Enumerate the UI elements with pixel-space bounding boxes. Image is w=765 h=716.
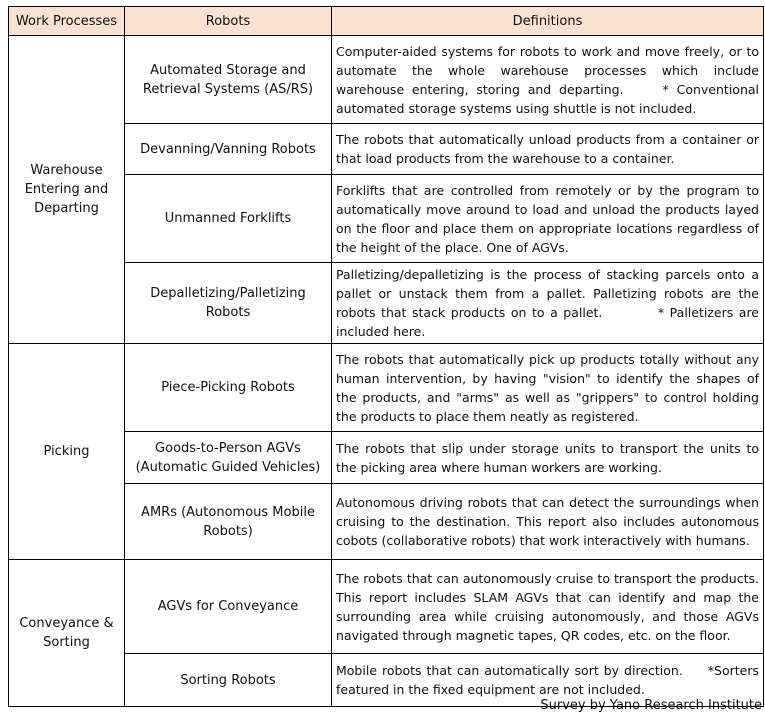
header-definitions: Definitions: [332, 7, 764, 36]
definition-cell: Mobile robots that can automatically sort by direction. *Sorters featured in the fixed equipment are not included.: [332, 654, 764, 707]
robot-cell: Unmanned Forklifts: [125, 175, 332, 263]
definition-cell: The robots that automatically unload products from a container or that load products from the warehouse to a container.: [332, 124, 764, 175]
process-cell: Warehouse Entering and Departing: [9, 36, 125, 344]
source-note: Survey by Yano Research Institute: [540, 698, 762, 713]
robot-cell: Sorting Robots: [125, 654, 332, 707]
robot-cell: Piece-Picking Robots: [125, 344, 332, 432]
process-cell: Picking: [9, 344, 125, 560]
robot-cell: Goods-to-Person AGVs (Automatic Guided Vehicles): [125, 432, 332, 484]
definition-cell: Palletizing/depalletizing is the process of stacking parcels onto a pallet or unstack them from a pallet. Palletizing robots are the robots that stack products on to a pallet. * Palletizers are included here.: [332, 263, 764, 344]
header-robots: Robots: [125, 7, 332, 36]
robot-cell: Automated Storage and Retrieval Systems (AS/RS): [125, 36, 332, 124]
process-cell: Conveyance & Sorting: [9, 560, 125, 707]
robot-cell: Devanning/Vanning Robots: [125, 124, 332, 175]
definition-cell: Computer-aided systems for robots to work and move freely, or to automate the whole warehouse processes which include warehouse entering, storing and departing. * Conventional automated storage systems using shuttle is not included.: [332, 36, 764, 124]
table-row: [9, 344, 764, 432]
header-row: [9, 7, 764, 36]
robot-cell: Depalletizing/Palletizing Robots: [125, 263, 332, 344]
robot-cell: AMRs (Autonomous Mobile Robots): [125, 484, 332, 560]
definition-cell: The robots that can autonomously cruise to transport the products. This report includes SLAM AGVs that can identify and map the surrounding area while cruising autonomously, and those AGVs navigated through magnetic tapes, QR codes, etc. on the floor.: [332, 560, 764, 654]
robot-cell: AGVs for Conveyance: [125, 560, 332, 654]
definition-cell: The robots that automatically pick up products totally without any human intervention, by having "vision" to identify the shapes of the products, and "arms" as well as "grippers" to control holding the products to place them neatly as registered.: [332, 344, 764, 432]
header-work-processes: Work Processes: [9, 7, 125, 36]
table-row: [9, 36, 764, 124]
definition-cell: Forklifts that are controlled from remotely or by the program to automatically move around to load and unload the products layed on the floor and place them on appropriate locations regardless of the height of the place. One of AGVs.: [332, 175, 764, 263]
robot-definitions-table: [8, 6, 764, 707]
definition-cell: The robots that slip under storage units to transport the units to the picking area where human workers are working.: [332, 432, 764, 484]
table-row: [9, 560, 764, 654]
definition-cell: Autonomous driving robots that can detect the surroundings when cruising to the destination. This report also includes autonomous cobots (collaborative robots) that work interactively with humans.: [332, 484, 764, 560]
